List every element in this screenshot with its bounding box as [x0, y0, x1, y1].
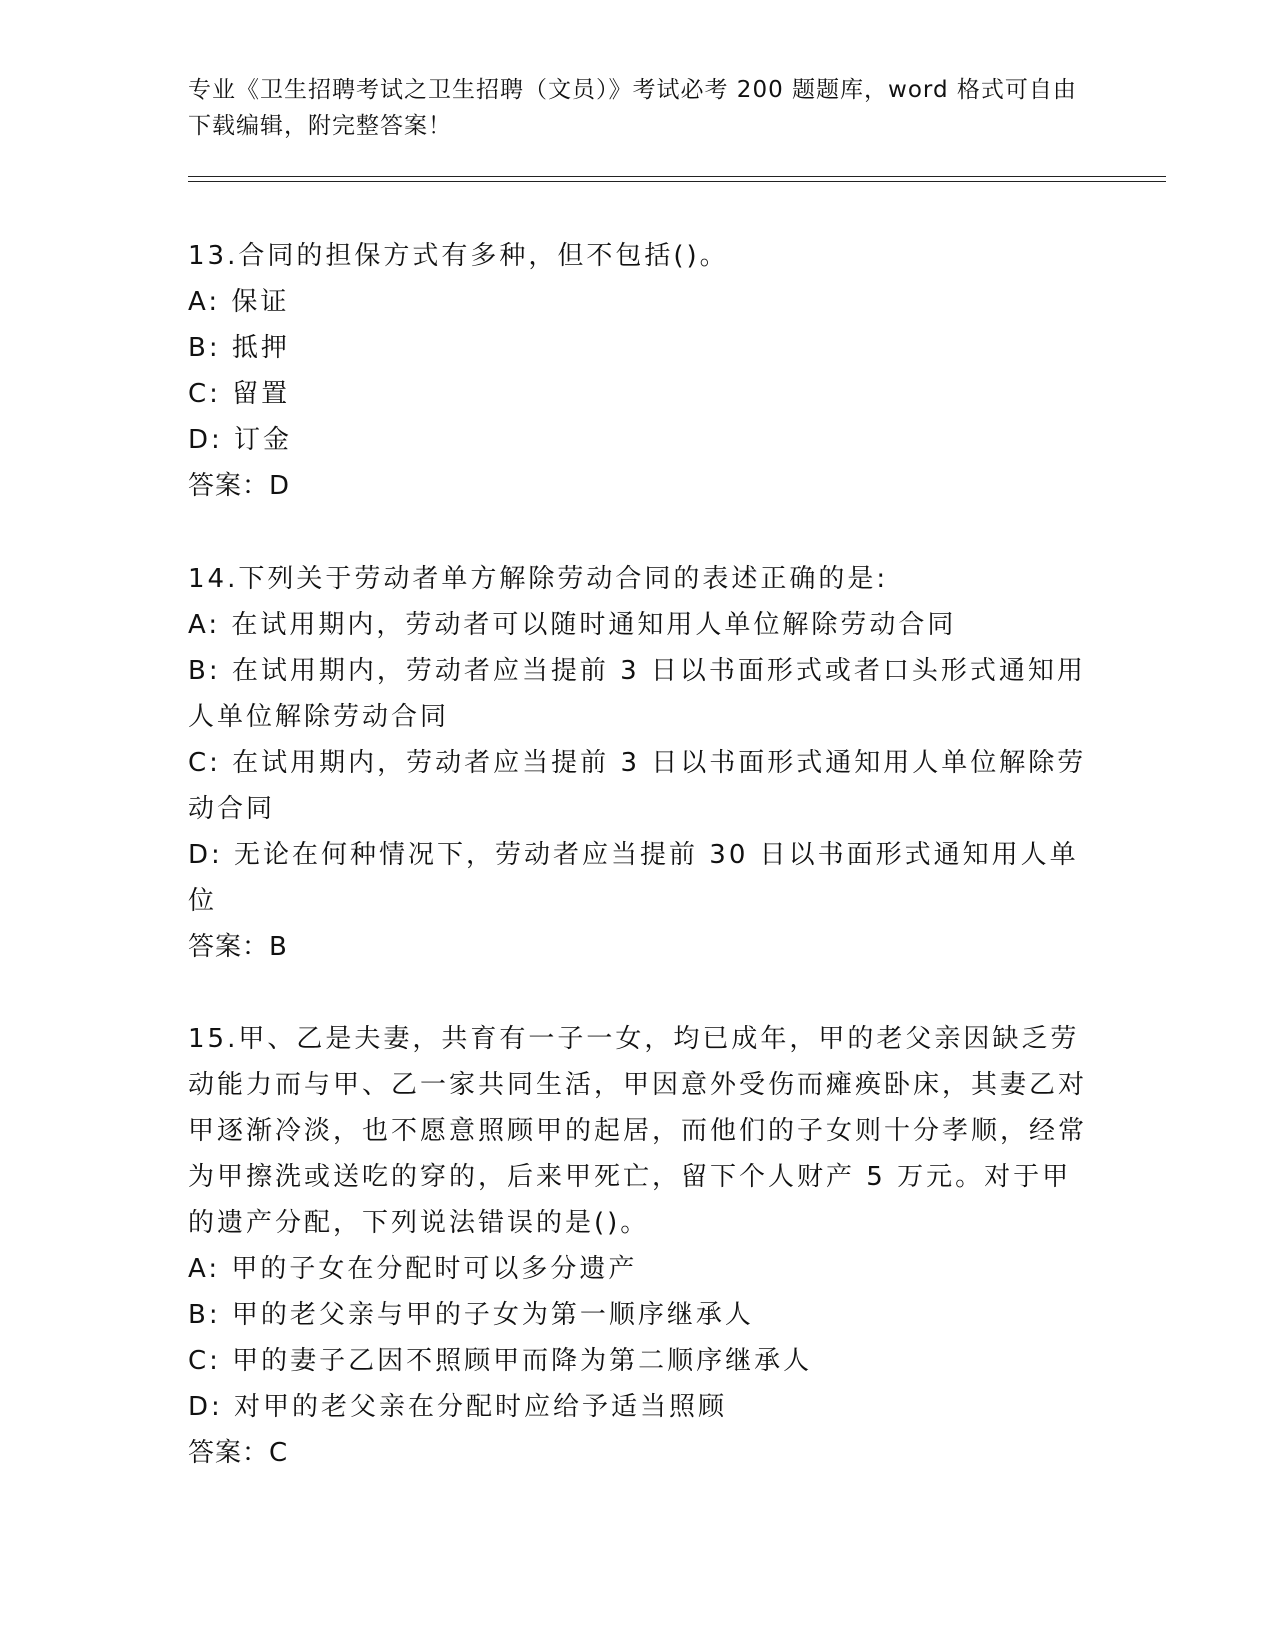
question-stem: 15.甲、乙是夫妻，共育有一子一女，均已成年，甲的老父亲因缺乏劳动能力而与甲、乙一家共同生活，甲因意外受伤而瘫痪卧床，其妻乙对甲逐渐冷淡，也不愿意照顾甲的起居，而他们的子女则十分孝顺，经常为甲擦洗或送吃的穿的，后来甲死亡，留下个人财产 5 万元。对于甲的遗产分配，下列说法错误的是()。 — [188, 1024, 1088, 1238]
option-b: B: 在试用期内，劳动者应当提前 3 日以书面形式或者口头形式通知用人单位解除劳动合同 — [188, 656, 1086, 732]
question-13 — [188, 233, 1088, 509]
document-header: 专业《卫生招聘考试之卫生招聘（文员）》考试必考 200 题题库，word 格式可自由下载编辑，附完整答案！ — [188, 77, 1077, 139]
option-d: D: 订金 — [188, 425, 293, 455]
option-c: C: 在试用期内，劳动者应当提前 3 日以书面形式通知用人单位解除劳动合同 — [188, 748, 1087, 824]
option-a: A: 在试用期内，劳动者可以随时通知用人单位解除劳动合同 — [188, 610, 957, 640]
answer-line: 答案：D — [188, 471, 291, 501]
question-15 — [188, 1016, 1088, 1476]
question-stem: 13.合同的担保方式有多种，但不包括()。 — [188, 241, 729, 271]
option-c: C: 甲的妻子乙因不照顾甲而降为第二顺序继承人 — [188, 1346, 813, 1376]
answer-line: 答案：B — [188, 932, 288, 962]
option-b: B: 甲的老父亲与甲的子女为第一顺序继承人 — [188, 1300, 754, 1330]
header-divider-top — [188, 176, 1166, 177]
option-c: C: 留置 — [188, 379, 291, 409]
option-a: A: 甲的子女在分配时可以多分遗产 — [188, 1254, 638, 1284]
answer-line: 答案：C — [188, 1438, 289, 1468]
question-14 — [188, 556, 1088, 970]
header-divider-bottom — [188, 181, 1166, 182]
option-b: B: 抵押 — [188, 333, 290, 363]
option-d: D: 无论在何种情况下，劳动者应当提前 30 日以书面形式通知用人单位 — [188, 840, 1079, 916]
option-d: D: 对甲的老父亲在分配时应给予适当照顾 — [188, 1392, 728, 1422]
option-a: A: 保证 — [188, 287, 290, 317]
question-stem: 14.下列关于劳动者单方解除劳动合同的表述正确的是: — [188, 564, 889, 594]
